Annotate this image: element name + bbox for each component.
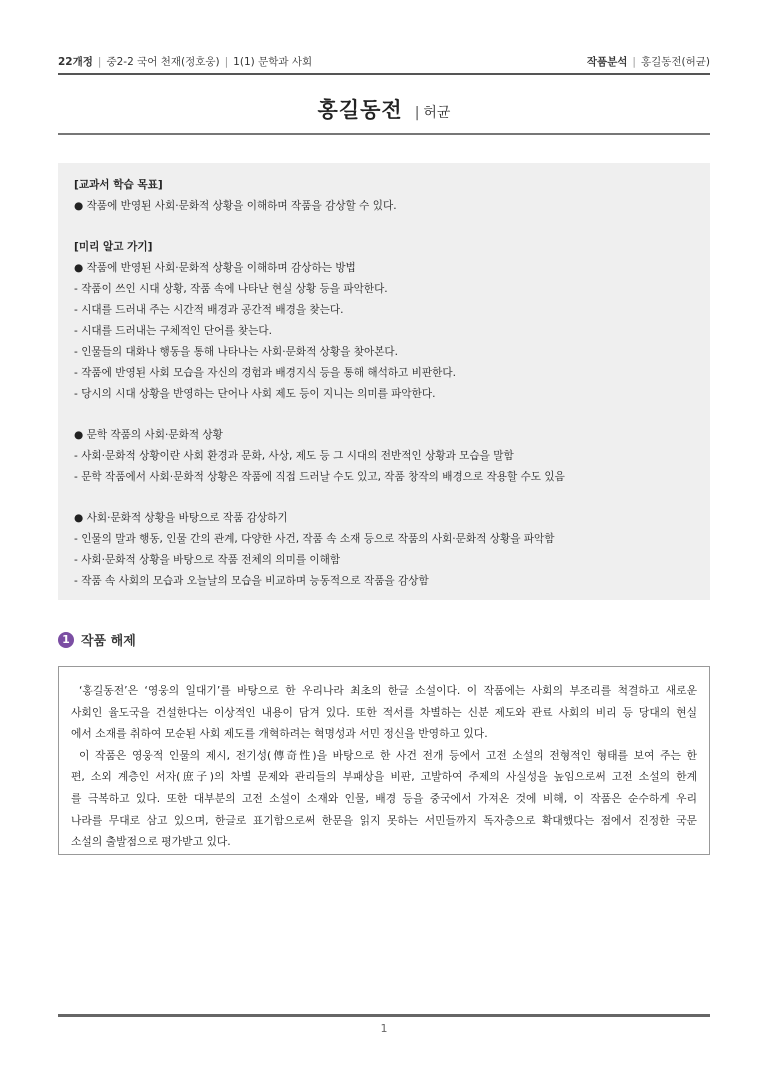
page-number: 1 (380, 1022, 388, 1035)
method-item: - 인물들의 대화나 행동을 통해 나타나는 사회·문화적 상황을 찾아본다. (74, 346, 399, 358)
textbook-goal: ● 작품에 반영된 사회·문화적 상황을 이해하며 작품을 감상할 수 있다. (74, 200, 397, 212)
commentary-line: 나라를 무대로 삼고 있으며, 한글로 표기함으로써 한문을 읽지 못하는 서민들까지 독자층으로 확대했다는 점에서 진정한 국문 (71, 813, 697, 827)
method-item: - 당시의 시대 상황을 반영하는 단어나 사회 제도 등이 지니는 의미를 파악한다. (74, 388, 436, 400)
header-divider (58, 73, 710, 75)
author-name: 허균 (423, 105, 451, 121)
method-item: - 작품에 반영된 사회 모습을 자신의 경험과 배경지식 등을 통해 해석하고 비판한다. (74, 367, 456, 379)
title-separator: | (414, 105, 420, 121)
title-block (0, 94, 768, 124)
header-category: 작품분석 (586, 55, 628, 68)
appreciate-item: - 사회·문화적 상황을 바탕으로 작품 전체의 의미를 이해함 (74, 554, 341, 566)
commentary-line: ‘홍길동전’은 ‘영웅의 일대기’를 바탕으로 한 우리나라 최초의 한글 소설이다. 이 작품에는 사회의 부조리를 척결하고 새로운 (79, 684, 697, 697)
method-item: - 작품이 쓰인 시대 상황, 작품 속에 나타난 현실 상황 등을 파악한다. (74, 283, 388, 295)
header-grade: 22개정 (58, 55, 93, 68)
work-commentary-box (58, 666, 710, 855)
page-header (58, 50, 710, 72)
commentary-line: 사회인 율도국을 건설한다는 이상적인 내용이 담겨 있다. 또한 적서를 차별하는 신분 제도와 관료 사회의 비리 등 당대의 현실 (71, 705, 697, 719)
header-left: 22개정 | 중2-2 국어 천재(정호웅) | 1(1) 문학과 사회 (58, 55, 313, 68)
context-heading: ● 문학 작품의 사회·문화적 상황 (74, 429, 223, 441)
page-title: 홍길동전 (317, 98, 403, 122)
context-item: - 사회·문화적 상황이란 사회 환경과 문화, 사상, 제도 등 그 시대의 전반적인 상황과 모습을 말함 (74, 450, 514, 462)
commentary-line: 편, 소외 계층인 서자(庶子)의 차별 문제와 관리들의 부패상을 비판, 고발하여 주제의 사실성을 높임으로써 고전 소설의 한계 (71, 770, 697, 784)
textbook-goal-heading: [교과서 학습 목표] (74, 179, 163, 191)
section-number-badge: 1 (58, 632, 74, 648)
appreciate-heading: ● 사회·문화적 상황을 바탕으로 작품 감상하기 (74, 512, 288, 524)
header-right: 작품분석 | 홍길동전(허균) (586, 55, 710, 68)
method-item: - 시대를 드러내는 구체적인 단어를 찾는다. (74, 325, 272, 337)
method-heading: ● 작품에 반영된 사회·문화적 상황을 이해하며 감상하는 방법 (74, 262, 356, 274)
header-course: 중2-2 국어 천재(정호웅) (106, 55, 220, 68)
section-heading (58, 630, 136, 649)
learning-goals-box (58, 163, 710, 600)
commentary-line: 에서 소재를 취하여 모순된 사회 제도를 개혁하려는 혁명성과 서민 정신을 반영하고 있다. (71, 727, 488, 741)
section-title: 작품 해제 (81, 634, 136, 649)
commentary-line: 이 작품은 영웅적 인물의 제시, 전기성(傳奇性)을 바탕으로 한 사건 전개 등에서 고전 소설의 전형적인 형태를 보여 주는 한 (79, 748, 697, 762)
preview-heading: [미리 알고 가기] (74, 241, 153, 253)
footer-divider (58, 1014, 710, 1017)
title-divider (58, 133, 710, 135)
commentary-line: 소설의 출발점으로 평가받고 있다. (71, 835, 231, 849)
commentary-line: 를 극복하고 있다. 또한 대부분의 고전 소설이 소재와 인물, 배경 등을 중국에서 가져온 것에 비해, 이 작품은 순수하게 우리 (71, 791, 697, 805)
header-work: 홍길동전(허균) (640, 55, 710, 68)
appreciate-item: - 작품 속 사회의 모습과 오늘날의 모습을 비교하며 능동적으로 작품을 감상함 (74, 575, 429, 587)
method-item: - 시대를 드러내 주는 시간적 배경과 공간적 배경을 찾는다. (74, 304, 344, 316)
context-item: - 문학 작품에서 사회·문화적 상황은 작품에 직접 드러날 수도 있고, 작품 창작의 배경으로 작용할 수도 있음 (74, 471, 565, 483)
appreciate-item: - 인물의 말과 행동, 인물 간의 관계, 다양한 사건, 작품 속 소재 등으로 작품의 사회·문화적 상황을 파악함 (74, 533, 555, 545)
header-unit: 1(1) 문학과 사회 (233, 55, 313, 68)
